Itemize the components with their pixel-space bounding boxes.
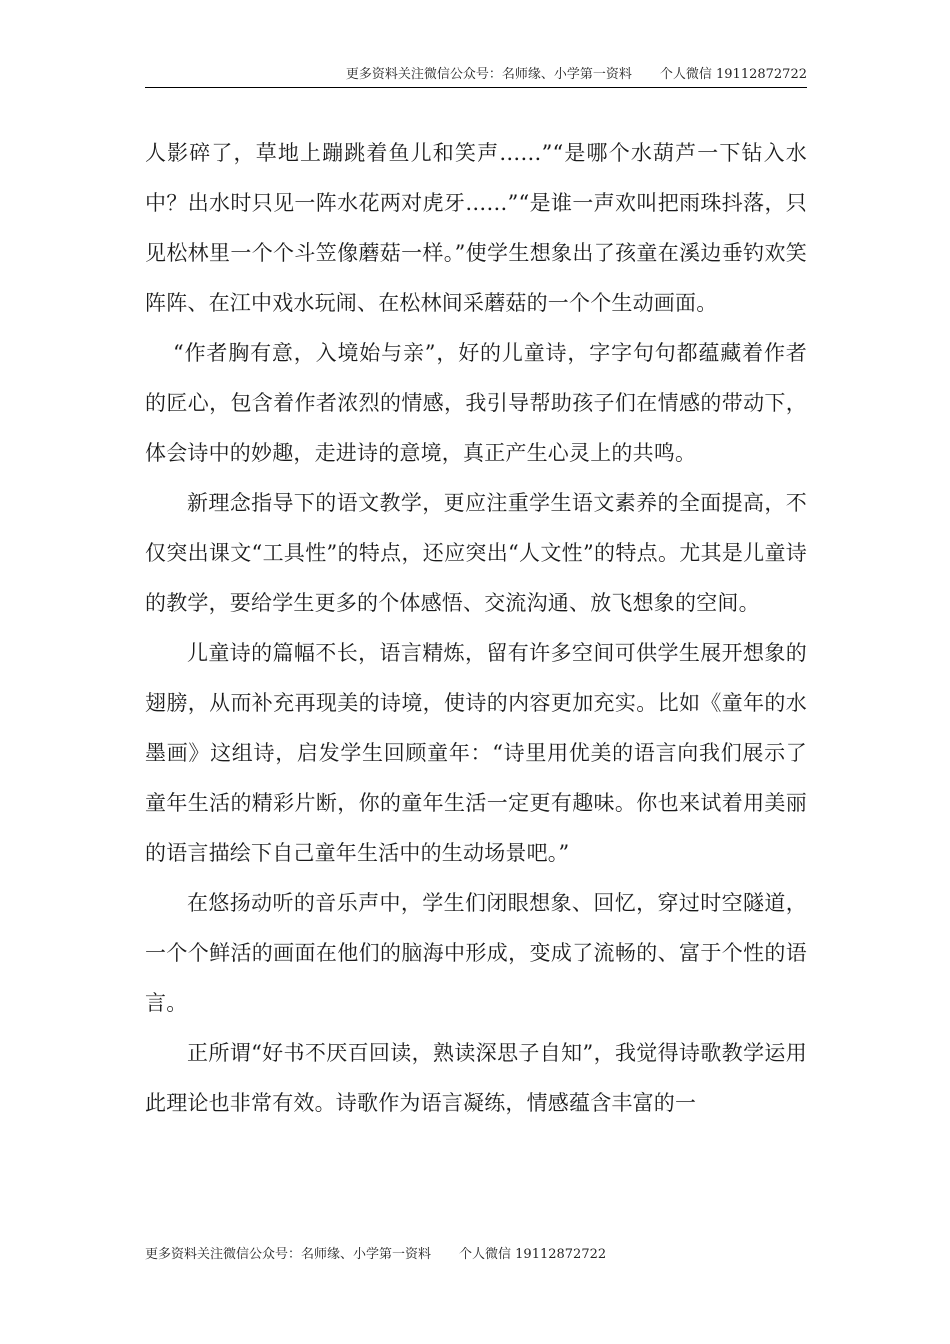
paragraph-6: 正所谓“好书不厌百回读，熟读深思子自知”，我觉得诗歌教学运用此理论也非常有效。诗歌作为语言凝练，情感蕴含丰富的一 [145, 1041, 807, 1115]
paragraph-4: 儿童诗的篇幅不长，语言精炼，留有许多空间可供学生展开想象的翅膀，从而补充再现美的诗境，使诗的内容更加充实。比如《童年的水墨画》这组诗，启发学生回顾童年：“诗里用优美的语言向我们展示了童年生活的精彩片断，你的童年生活一定更有趣味。你也来试着用美丽的语言描绘下自己童年生活中的生动场景吧。” [145, 641, 807, 865]
page-header [145, 66, 807, 84]
paragraph-2: “作者胸有意，入境始与亲”，好的儿童诗，字字句句都蕴藏着作者的匠心，包含着作者浓烈的情感，我引导帮助孩子们在情感的带动下，体会诗中的妙趣，走进诗的意境，真正产生心灵上的共鸣。 [145, 341, 807, 465]
paragraph-5: 在悠扬动听的音乐声中，学生们闭眼想象、回忆，穿过时空隧道，一个个鲜活的画面在他们的脑海中形成，变成了流畅的、富于个性的语言。 [145, 891, 807, 1015]
header-contact-text: 个人微信 19112872722 [659, 67, 807, 82]
page-footer [145, 1246, 606, 1264]
header-promo-text: 更多资料关注微信公众号：名师缘、小学第一资料 [345, 67, 632, 82]
footer-promo-text: 更多资料关注微信公众号：名师缘、小学第一资料 [145, 1247, 432, 1262]
paragraph-1: 人影碎了，草地上蹦跳着鱼儿和笑声……”“是哪个水葫芦一下钻入水中？出水时只见一阵水花两对虎牙……”“是谁一声欢叫把雨珠抖落，只见松林里一个个斗笠像蘑菇一样。”使学生想象出了孩童在溪边垂钓欢笑阵阵、在江中戏水玩闹、在松林间采蘑菇的一个个生动画面。 [145, 141, 807, 315]
paragraph-3: 新理念指导下的语文教学，更应注重学生语文素养的全面提高，不仅突出课文“工具性”的特点，还应突出“人文性”的特点。尤其是儿童诗的教学，要给学生更多的个体感悟、交流沟通、放飞想象的空间。 [145, 491, 807, 615]
header-divider [145, 87, 807, 88]
document-body [145, 128, 807, 1128]
footer-contact-text: 个人微信 19112872722 [459, 1247, 607, 1262]
